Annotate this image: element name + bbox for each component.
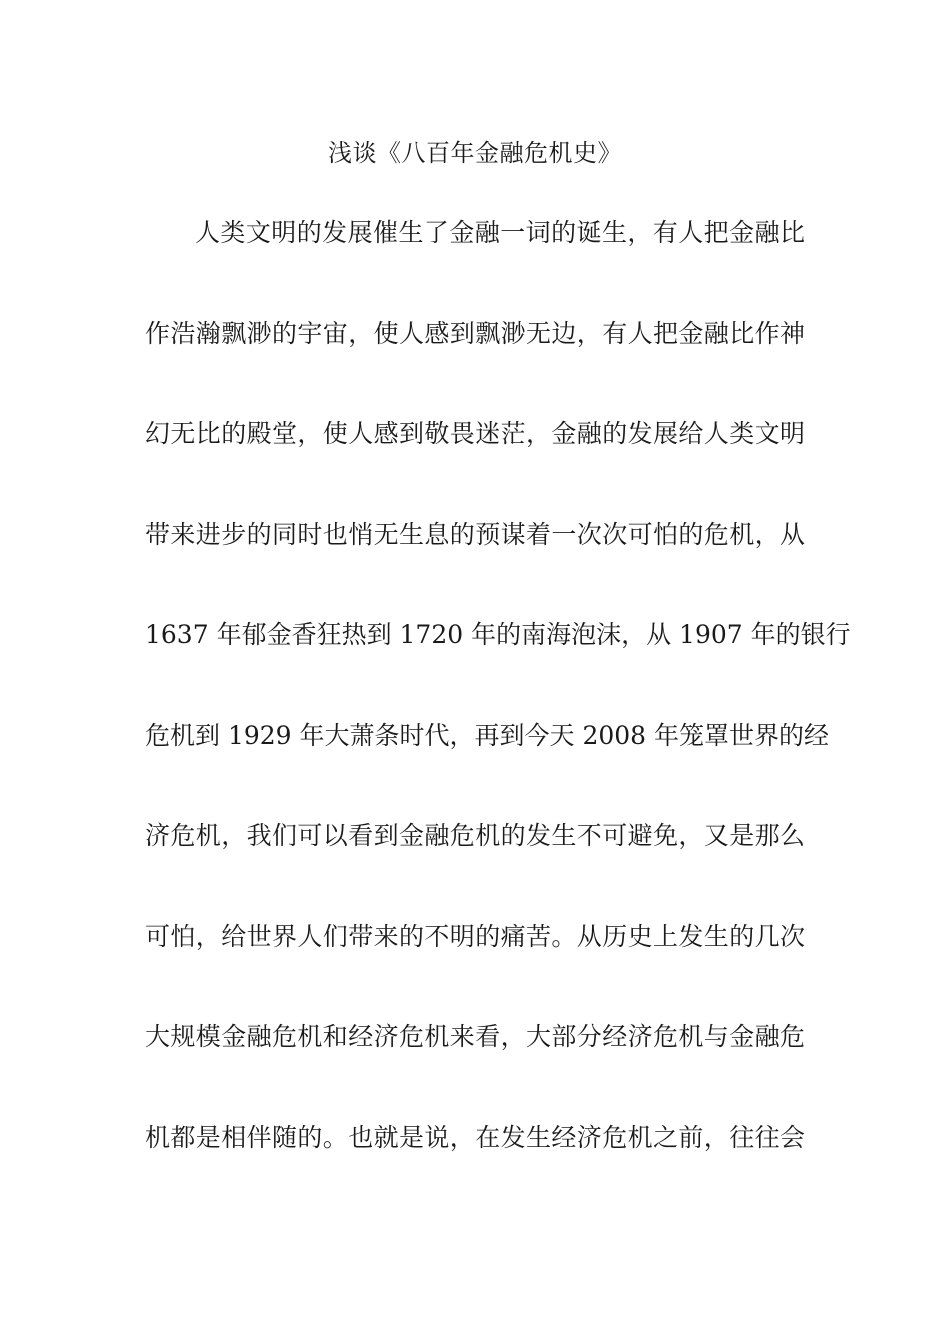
paragraph-line: 可怕，给世界人们带来的不明的痛苦。从历史上发生的几次	[145, 921, 805, 951]
body-paragraph	[145, 216, 851, 1221]
paragraph-line: 危机到 1929 年大萧条时代，再到今天 2008 年笼罩世界的经	[145, 720, 830, 750]
document-title: 浅谈《八百年金融危机史》	[328, 139, 622, 167]
paragraph-line: 作浩瀚飘渺的宇宙，使人感到飘渺无边，有人把金融比作神	[145, 318, 805, 348]
paragraph-line: 带来进步的同时也悄无生息的预谋着一次次可怕的危机，从	[145, 519, 805, 549]
paragraph-line: 1637 年郁金香狂热到 1720 年的南海泡沫，从 1907 年的银行	[145, 620, 851, 649]
paragraph-line: 人类文明的发展催生了金融一词的诞生，有人把金融比	[195, 218, 805, 247]
paragraph-line: 大规模金融危机和经济危机来看，大部分经济危机与金融危	[145, 1022, 805, 1051]
paragraph-line: 机都是相伴随的。也就是说，在发生经济危机之前，往往会	[145, 1122, 805, 1152]
paragraph-line: 幻无比的殿堂，使人感到敬畏迷茫，金融的发展给人类文明	[145, 419, 805, 448]
paragraph-line: 济危机，我们可以看到金融危机的发生不可避免，又是那么	[145, 821, 805, 850]
